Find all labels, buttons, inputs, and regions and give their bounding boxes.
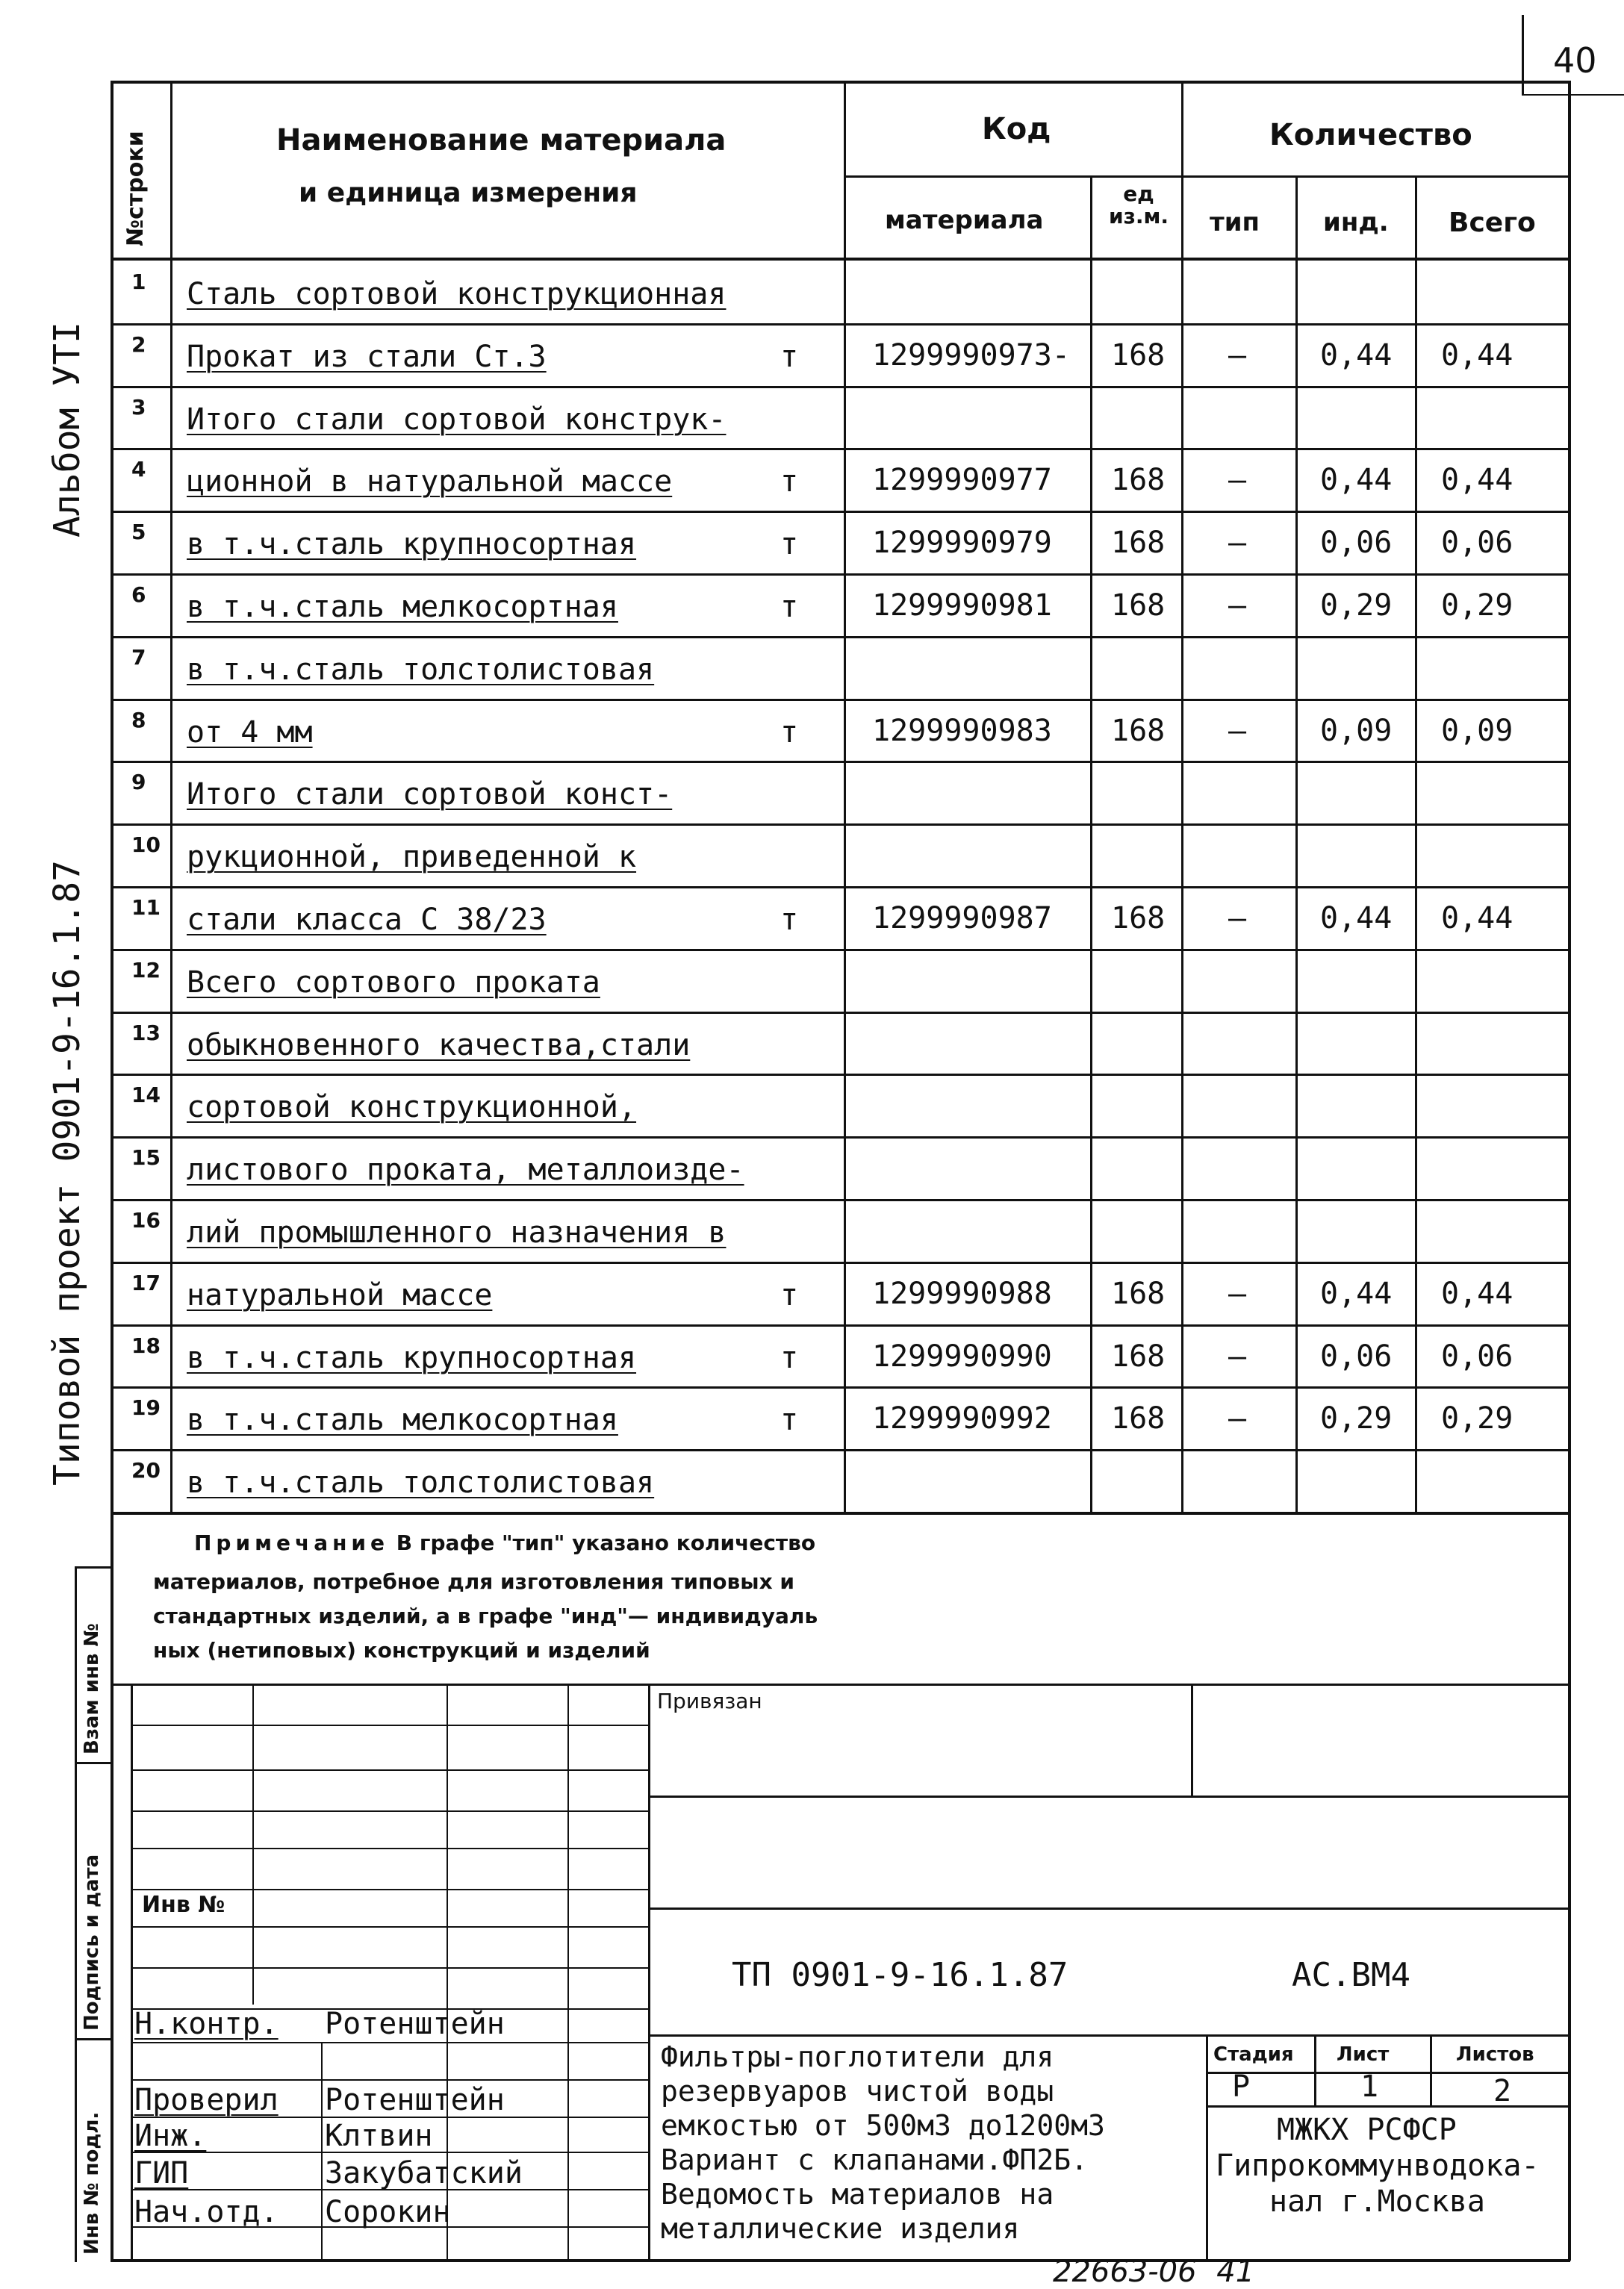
row-type: – — [1228, 588, 1247, 623]
row-unit-code: 168 — [1111, 714, 1166, 748]
row-name: Итого стали сортовой конст- — [187, 777, 673, 812]
sheet-value: 1 — [1360, 2070, 1379, 2104]
row-code: 1299990979 — [872, 526, 1052, 560]
row-unit-code: 168 — [1111, 338, 1166, 373]
header-row-no: №строки — [122, 131, 149, 246]
row-code: 1299990987 — [872, 901, 1052, 935]
row-unit-code: 168 — [1111, 526, 1166, 560]
row-name: в т.ч.сталь крупносортная — [187, 1341, 637, 1375]
note-line4: ных (нетиповых) конструкций и изделий — [153, 1638, 650, 1663]
stage-label: Стадия — [1213, 2043, 1294, 2066]
header-q-type: тип — [1210, 208, 1260, 237]
note-line3: стандартных изделий, а в графе "инд"— индивидуаль — [153, 1604, 818, 1628]
row-type: – — [1228, 1339, 1247, 1374]
row-number: 10 — [131, 832, 161, 857]
row-unit-code: 168 — [1111, 1339, 1166, 1374]
row-code: 1299990988 — [872, 1277, 1052, 1311]
row-total: 0,44 — [1441, 463, 1513, 497]
stamp-person-name: Ротенштейн — [325, 2083, 505, 2117]
side-inv: Инв № подл. — [81, 2111, 103, 2255]
row-number: 1 — [131, 270, 146, 294]
side-vzam: Взам инв № — [81, 1623, 103, 1754]
stamp-person-name: Клтвин — [325, 2119, 433, 2153]
header-quantity: Количество — [1269, 118, 1472, 152]
row-total: 0,44 — [1441, 338, 1513, 373]
row-number: 7 — [131, 645, 146, 670]
row-type: – — [1228, 338, 1247, 373]
header-name-line1: Наименование материала — [276, 123, 727, 158]
row-number: 11 — [131, 895, 161, 920]
row-number: 20 — [131, 1458, 161, 1483]
row-ind: 0,29 — [1320, 588, 1393, 623]
row-ind: 0,06 — [1320, 1339, 1393, 1374]
doc-code: ТП 0901-9-16.1.87 — [732, 1956, 1068, 1994]
row-total: 0,09 — [1441, 714, 1513, 748]
org-line: МЖКХ РСФСР — [1277, 2113, 1457, 2147]
row-number: 4 — [131, 457, 146, 482]
stamp-title-line: емкостью от 500м3 до1200м3 — [661, 2109, 1105, 2142]
row-name: в т.ч.сталь толстолистовая — [187, 1466, 655, 1500]
sheet-code: АС.ВМ4 — [1292, 1956, 1410, 1994]
row-unit-code: 168 — [1111, 1277, 1166, 1311]
row-name: сортовой конструкционной, — [187, 1090, 637, 1124]
row-name: Всего сортового проката — [187, 965, 600, 1000]
stamp-title-line: резервуаров чистой воды — [661, 2075, 1054, 2108]
org-line: Гипрокоммунводока- — [1216, 2149, 1540, 2183]
row-number: 15 — [131, 1145, 161, 1170]
side-podpis: Подпись и дата — [81, 1854, 103, 2031]
row-type: – — [1228, 1277, 1247, 1311]
row-unit: т — [780, 527, 799, 561]
row-code: 1299990973- — [872, 338, 1070, 373]
row-name: Сталь сортовой конструкционная — [187, 277, 727, 311]
row-code: 1299990977 — [872, 463, 1052, 497]
row-number: 14 — [131, 1083, 161, 1107]
row-unit: т — [780, 903, 799, 937]
row-number: 12 — [131, 958, 161, 982]
row-number: 5 — [131, 520, 146, 544]
row-type: – — [1228, 463, 1247, 497]
row-number: 6 — [131, 582, 146, 607]
sheet-label: Лист — [1337, 2043, 1390, 2066]
stamp-role: Проверил — [134, 2083, 279, 2117]
row-type: – — [1228, 714, 1247, 748]
row-ind: 0,44 — [1320, 901, 1393, 935]
stamp-role: Инж. — [134, 2119, 207, 2153]
stamp-title-line: Ведомость материалов на — [661, 2178, 1054, 2211]
stamp-person-name: Закубатский — [325, 2156, 523, 2190]
row-name: Итого стали сортовой конструк- — [187, 402, 727, 437]
row-name: рукционной, приведенной к — [187, 840, 637, 874]
row-ind: 0,06 — [1320, 526, 1393, 560]
note-line1: В графе "тип" указано количество — [396, 1530, 816, 1555]
row-code: 1299990992 — [872, 1401, 1052, 1436]
header-code-material: материала — [885, 205, 1044, 235]
row-name: натуральной массе — [187, 1278, 493, 1312]
row-ind: 0,44 — [1320, 338, 1393, 373]
header-name-line2: и единица измерения — [299, 178, 638, 208]
stamp-title-line: Вариант с клапанами.ФП2Б. — [661, 2143, 1088, 2176]
row-total: 0,06 — [1441, 526, 1513, 560]
note-title: Примечание — [194, 1530, 390, 1555]
row-name: в т.ч.сталь мелкосортная — [187, 590, 618, 624]
inv-no-label: Инв № — [142, 1892, 225, 1918]
header-code: Код — [982, 112, 1051, 146]
stamp-role: Нач.отд. — [134, 2195, 279, 2229]
row-name: листового проката, металлоизде- — [187, 1153, 744, 1187]
row-unit: т — [780, 1278, 799, 1312]
stamp-title-line: металлические изделия — [661, 2212, 1020, 2245]
row-number: 18 — [131, 1333, 161, 1358]
row-total: 0,29 — [1441, 1401, 1513, 1436]
note-line2: материалов, потребное для изготовления типовых и — [153, 1569, 794, 1594]
footer-handwritten: 41 — [1216, 2255, 1255, 2289]
stamp-person-name: Ротенштейн — [325, 2007, 505, 2041]
stage-value: Р — [1232, 2070, 1251, 2104]
row-number: 2 — [131, 332, 146, 357]
row-unit-code: 168 — [1111, 588, 1166, 623]
row-name: в т.ч.сталь крупносортная — [187, 527, 637, 561]
row-name: ционной в натуральной массе — [187, 464, 673, 499]
stamp-role: ГИП — [134, 2156, 189, 2190]
row-name: от 4 мм — [187, 715, 313, 750]
row-unit: т — [780, 715, 799, 750]
footer-code: 22663-06 — [1053, 2255, 1197, 2289]
row-number: 3 — [131, 395, 146, 420]
row-total: 0,06 — [1441, 1339, 1513, 1374]
row-name: обыкновенного качества,стали — [187, 1028, 691, 1062]
page-number: 40 — [1553, 40, 1597, 81]
row-name: стали класса С 38/23 — [187, 903, 547, 937]
row-code: 1299990990 — [872, 1339, 1052, 1374]
row-unit-code: 168 — [1111, 901, 1166, 935]
row-number: 8 — [131, 708, 146, 732]
row-unit-code: 168 — [1111, 1401, 1166, 1436]
header-q-ind: инд. — [1323, 208, 1389, 237]
row-number: 17 — [131, 1271, 161, 1295]
row-unit-code: 168 — [1111, 463, 1166, 497]
row-total: 0,44 — [1441, 1277, 1513, 1311]
sheets-value: 2 — [1493, 2074, 1512, 2108]
row-total: 0,29 — [1441, 588, 1513, 623]
project-label: Типовой проект 0901-9-16.1.87 — [46, 859, 88, 1486]
row-number: 13 — [131, 1021, 161, 1045]
stamp-title-line: Фильтры-поглотители для — [661, 2040, 1054, 2073]
privyazan-label: Привязан — [657, 1689, 762, 1713]
org-line: нал г.Москва — [1269, 2184, 1485, 2219]
row-name: Прокат из стали Ст.3 — [187, 340, 547, 374]
stamp-person-name: Сорокин — [325, 2195, 451, 2229]
stamp-role: Н.контр. — [134, 2007, 279, 2041]
row-type: – — [1228, 1401, 1247, 1436]
sheets-label: Листов — [1456, 2043, 1534, 2066]
row-ind: 0,44 — [1320, 463, 1393, 497]
row-unit: т — [780, 340, 799, 374]
row-type: – — [1228, 526, 1247, 560]
row-name: в т.ч.сталь толстолистовая — [187, 653, 655, 687]
row-unit: т — [780, 1341, 799, 1375]
row-code: 1299990981 — [872, 588, 1052, 623]
row-number: 9 — [131, 770, 146, 794]
row-name: в т.ч.сталь мелкосортная — [187, 1403, 618, 1437]
row-ind: 0,29 — [1320, 1401, 1393, 1436]
row-number: 16 — [131, 1208, 161, 1233]
album-label: Альбом УТI — [46, 322, 88, 538]
row-unit: т — [780, 590, 799, 624]
row-ind: 0,09 — [1320, 714, 1393, 748]
header-code-unit: ед из.м. — [1108, 181, 1169, 228]
row-ind: 0,44 — [1320, 1277, 1393, 1311]
row-code: 1299990983 — [872, 714, 1052, 748]
row-unit: т — [780, 464, 799, 499]
row-unit: т — [780, 1403, 799, 1437]
row-number: 19 — [131, 1395, 161, 1420]
row-name: лий промышленного назначения в — [187, 1215, 727, 1250]
row-type: – — [1228, 901, 1247, 935]
row-total: 0,44 — [1441, 901, 1513, 935]
header-q-total: Всего — [1449, 208, 1536, 238]
